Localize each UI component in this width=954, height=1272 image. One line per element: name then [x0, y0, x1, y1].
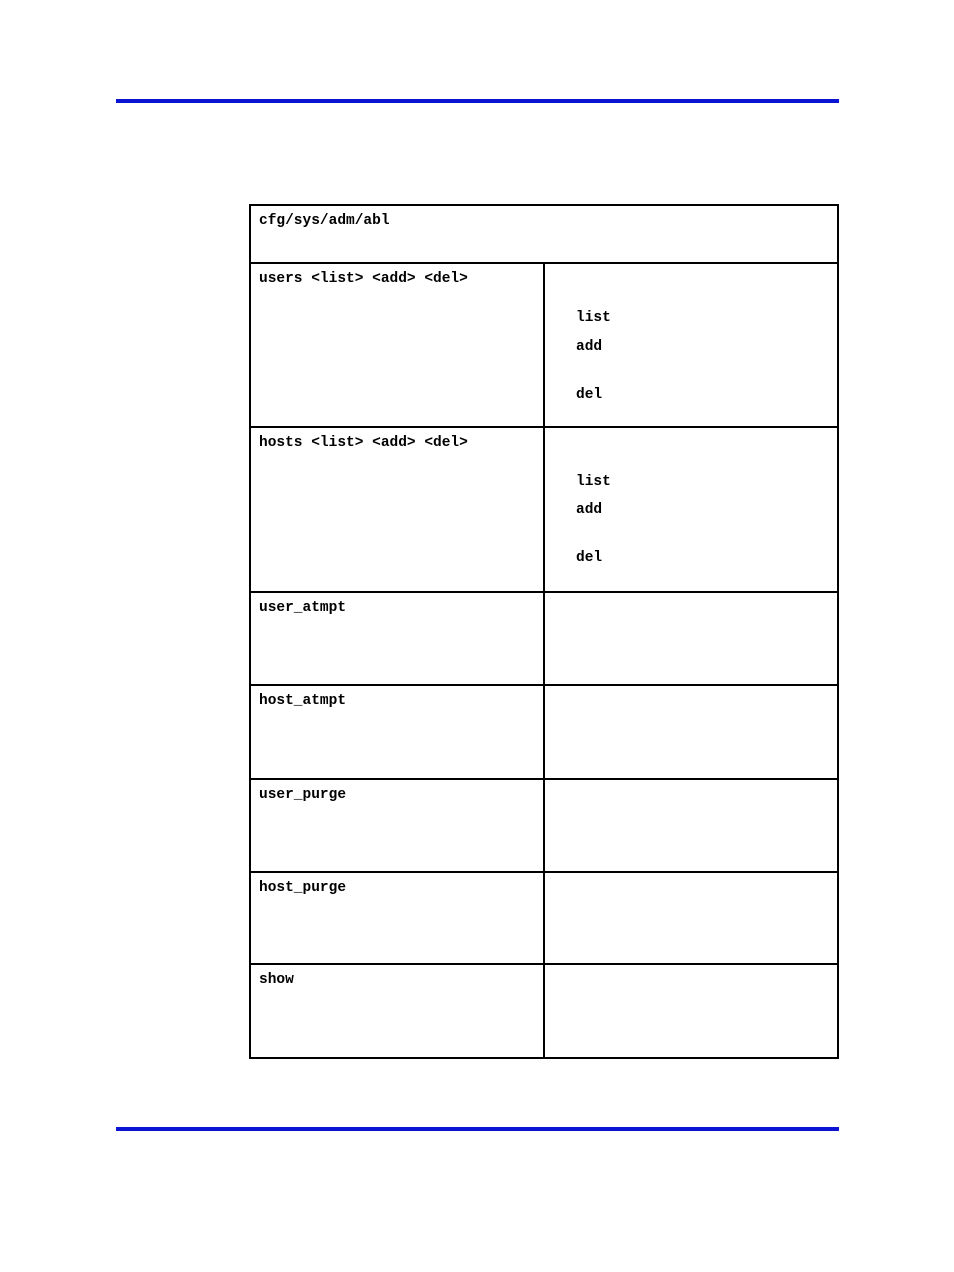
table-row	[250, 427, 838, 592]
option-label: del	[576, 387, 603, 403]
description-cell	[544, 779, 838, 872]
command-cell	[250, 685, 544, 779]
table-row	[250, 263, 838, 427]
option-label: add	[576, 339, 603, 355]
command-name: show	[259, 972, 294, 988]
option-label: list	[576, 310, 611, 326]
option-label: add	[576, 502, 603, 518]
menu-path: cfg/sys/adm/abl	[259, 213, 390, 229]
command-cell	[250, 964, 544, 1058]
description-cell	[544, 592, 838, 685]
command-cell	[250, 427, 544, 592]
description-cell	[544, 685, 838, 779]
command-name: users <list> <add> <del>	[259, 271, 468, 287]
table-header-row	[250, 205, 838, 263]
description-cell	[544, 872, 838, 964]
command-name: host_atmpt	[259, 693, 347, 709]
table-row	[250, 779, 838, 872]
option-label: list	[576, 474, 611, 490]
command-cell	[250, 592, 544, 685]
command-name: host_purge	[259, 880, 347, 896]
table-row	[250, 685, 838, 779]
option-label: del	[576, 550, 603, 566]
header-rule	[116, 99, 839, 103]
table-row	[250, 872, 838, 964]
description-cell	[544, 263, 838, 427]
table-row	[250, 964, 838, 1058]
command-table	[249, 204, 839, 1059]
command-name: user_purge	[259, 787, 347, 803]
command-cell	[250, 263, 544, 427]
description-cell	[544, 427, 838, 592]
command-name: user_atmpt	[259, 600, 347, 616]
description-cell	[544, 964, 838, 1058]
command-cell	[250, 779, 544, 872]
menu-path-cell	[250, 205, 838, 263]
command-name: hosts <list> <add> <del>	[259, 435, 468, 451]
table-row	[250, 592, 838, 685]
footer-rule	[116, 1127, 839, 1131]
command-cell	[250, 872, 544, 964]
